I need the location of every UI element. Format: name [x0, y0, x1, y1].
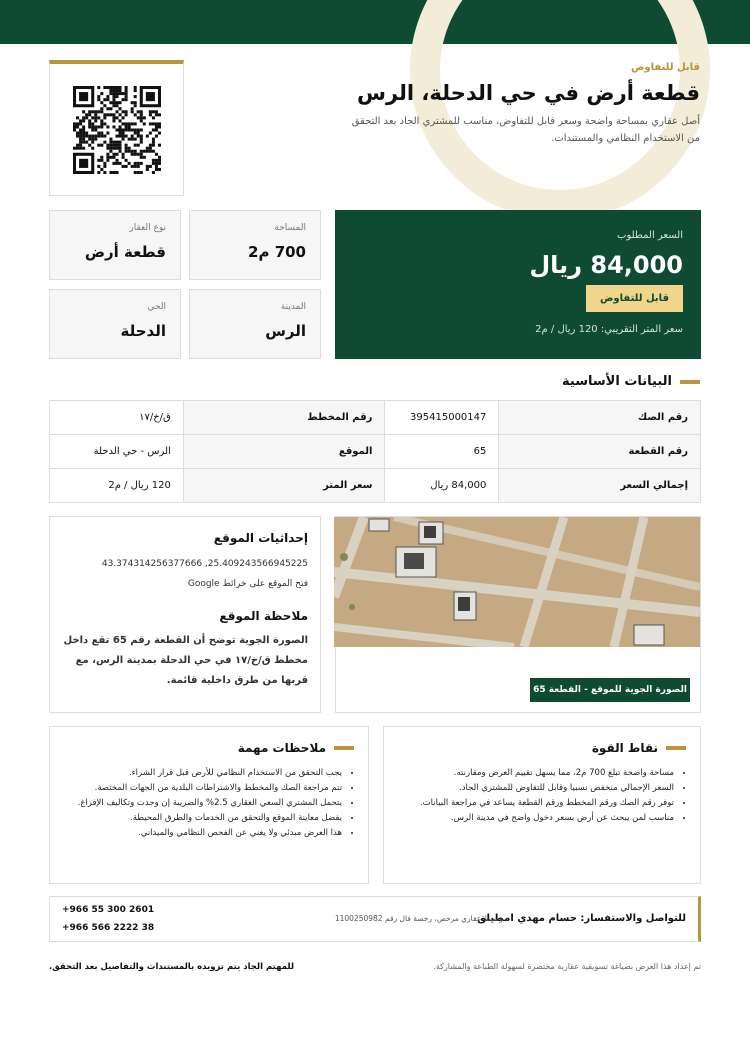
coords-title: إحداثيات الموقع: [213, 531, 308, 545]
table-cell: 395415000147: [385, 401, 499, 435]
qr-code[interactable]: [49, 60, 184, 196]
card-city-label: المدينة: [280, 302, 306, 312]
list-item: • يتحمل المشتري السعي العقاري 2.5% والضريبة إن وجدت وتكاليف الإفراغ.: [64, 797, 342, 809]
card-area-label: المساحة: [274, 223, 306, 233]
card-type: [49, 210, 181, 280]
table-cell: سعر المتر: [183, 469, 385, 503]
list-item: • يفضل معاينة الموقع والتحقق من الخدمات والطرق المحيطة.: [64, 812, 342, 824]
price-box: [335, 210, 701, 359]
list-item: • توفر رقم الصك ورقم المخطط ورقم القطعة يساعد في مراجعة البيانات.: [398, 797, 674, 809]
table-row: [50, 469, 701, 503]
card-district-value: الدحلة: [120, 322, 166, 340]
card-district: [49, 289, 181, 359]
basic-data-heading: [562, 374, 700, 389]
card-district-label: الحي: [147, 302, 166, 312]
qr-code-icon: [73, 86, 161, 174]
heading-accent-bar: [666, 746, 686, 750]
card-type-label: نوع العقار: [129, 223, 166, 233]
card-city: [189, 289, 321, 359]
list-item: • تتم مراجعة الصك والمخطط والاشتراطات البلدية من الجهات المختصة.: [64, 782, 342, 794]
table-cell: رقم القطعة: [499, 435, 701, 469]
notes-list: [64, 767, 354, 839]
location-note-title: ملاحظة الموقع: [219, 609, 308, 623]
notes-box: [49, 726, 369, 884]
table-cell: الموقع: [183, 435, 385, 469]
card-city-value: الرس: [265, 322, 306, 340]
strengths-list: [398, 767, 686, 824]
strengths-heading: [398, 741, 686, 755]
strengths-box: [383, 726, 701, 884]
list-item: • السعر الإجمالي منخفض نسبيا وقابل للتفاوض للمشتري الجاد.: [398, 782, 674, 794]
basic-data-table: [49, 400, 701, 503]
phone-number-1[interactable]: +966 55 300 2601: [62, 905, 155, 915]
price-per-meter: سعر المتر التقريبي: 120 ريال / م2: [535, 324, 683, 335]
list-item: • يجب التحقق من الاستخدام النظامي للأرض قبل قرار الشراء.: [64, 767, 342, 779]
location-note: الصورة الجوية توضح أن القطعة رقم 65 تقع داخل مخطط ق/خ/١٧ في حي الدحلة بمدينة الرس، مع قربها من طرق داخلية قائمة.: [63, 635, 308, 686]
phone-number-2[interactable]: +966 566 2222 38: [62, 923, 155, 933]
negotiable-badge: قابل للتفاوض: [586, 285, 683, 312]
map-caption: الصورة الجوية للموقع - القطعة 65: [530, 678, 690, 702]
notes-heading: [64, 741, 354, 755]
strengths-title: نقاط القوة: [591, 741, 658, 755]
contact-bar: [49, 896, 701, 942]
google-maps-link[interactable]: فتح الموقع على خرائط Google: [187, 579, 308, 589]
table-row: [50, 435, 701, 469]
page-description: أصل عقاري بمساحة واضحة وسعر قابل للتفاوض، مناسب للمشتري الجاد بعد التحقق من الاستخدام النظامي والمستندات.: [351, 116, 700, 144]
aerial-map-image: [334, 517, 700, 647]
price-amount: 84,000 ريال: [529, 251, 683, 279]
contact-license: - وسيط عقاري مرخص، رخصة فال رقم 1100250982: [334, 914, 508, 923]
location-info: [49, 516, 321, 713]
negotiable-tag: قابل للتفاوض: [630, 62, 700, 73]
page-title: قطعة أرض في حي الدحلة، الرس: [356, 81, 700, 105]
header: [340, 62, 700, 147]
table-cell: رقم المخطط: [183, 401, 385, 435]
table-cell: رقم الصك: [499, 401, 701, 435]
coords-value: 43.374314256377666 ,25.409243566945225: [101, 559, 308, 569]
contact-name: للتواصل والاستفسار: حسام مهدي امطيلق: [477, 913, 686, 924]
list-item: • هذا العرض مبدئي ولا يغني عن الفحص النظامي والميداني.: [64, 827, 342, 839]
table-cell: الرس - حي الدحلة: [50, 435, 184, 469]
heading-accent-bar: [334, 746, 354, 750]
basic-data-title: البيانات الأساسية: [562, 374, 672, 389]
price-label: السعر المطلوب: [617, 230, 683, 241]
table-cell: 65: [385, 435, 499, 469]
list-item: • مناسب لمن يبحث عن أرض بسعر دخول واضح في مدينة الرس.: [398, 812, 674, 824]
notes-title: ملاحظات مهمة: [237, 741, 326, 755]
table-cell: ق/خ/١٧: [50, 401, 184, 435]
list-item: • مساحة واضحة تبلغ 700 م2، مما يسهل تقييم العرض ومقارنته.: [398, 767, 674, 779]
card-area: [189, 210, 321, 280]
table-row: [50, 401, 701, 435]
table-cell: إجمالي السعر: [499, 469, 701, 503]
footer-note: تم إعداد هذا العرض بصياغة تسويقية عقارية مختصرة لسهولة الطباعة والمشاركة.: [433, 962, 701, 971]
heading-accent-bar: [680, 380, 700, 384]
card-area-value: 700 م2: [248, 243, 306, 261]
table-cell: 120 ريال / م2: [50, 469, 184, 503]
footer-call-to-action: للمهتم الجاد يتم تزويده بالمستندات والتفاصيل بعد التحقق.: [49, 962, 295, 972]
card-type-value: قطعة أرض: [84, 243, 166, 261]
table-cell: 84,000 ريال: [385, 469, 499, 503]
